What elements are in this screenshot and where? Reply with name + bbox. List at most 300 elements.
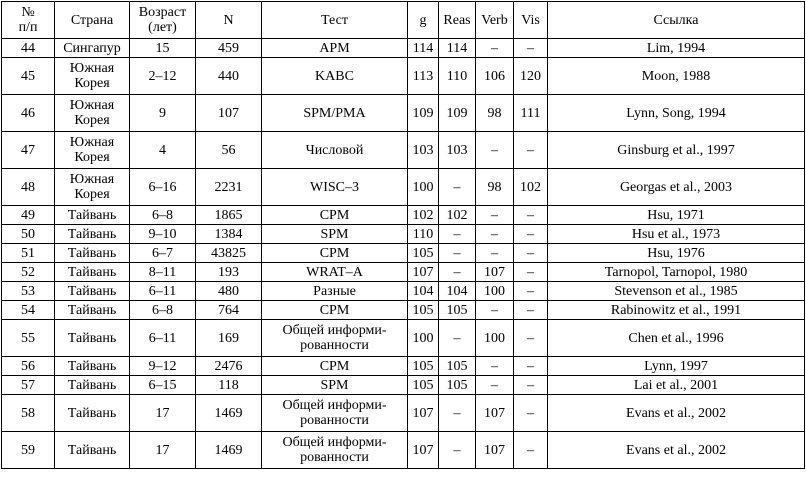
cell-age-text: 6–8 — [152, 302, 173, 318]
cell-g-text: 107 — [412, 264, 434, 280]
cell-n-text: 440 — [218, 68, 239, 84]
cell-test — [262, 58, 408, 95]
cell-reas — [439, 432, 476, 469]
cell-vis — [514, 169, 548, 206]
cell-g-text: 100 — [412, 330, 434, 346]
cell-vis — [514, 132, 548, 169]
cell-n — [196, 357, 262, 376]
cell-num-text: 50 — [21, 226, 35, 242]
cell-ref — [548, 320, 805, 357]
cell-country — [55, 225, 130, 244]
cell-reas — [439, 39, 476, 58]
cell-reas-text: 105 — [446, 358, 468, 374]
cell-reas — [439, 206, 476, 225]
cell-reas — [439, 395, 476, 432]
cell-test-text: SPM — [320, 226, 349, 242]
cell-test — [262, 282, 408, 301]
cell-country-text: Южная Корея — [69, 61, 115, 91]
cell-num — [2, 225, 55, 244]
cell-test-text: WISC–3 — [310, 179, 359, 195]
cell-ref-text: Lai et al., 2001 — [633, 377, 719, 393]
cell-reas-text: 105 — [446, 377, 468, 393]
cell-ref — [548, 169, 805, 206]
cell-n — [196, 95, 262, 132]
cell-g-text: 103 — [412, 142, 434, 158]
cell-country-text: Сингапур — [63, 40, 121, 56]
cell-reas — [439, 225, 476, 244]
cell-vis — [514, 357, 548, 376]
cell-ref-text: Ginsburg et al., 1997 — [617, 142, 735, 158]
cell-test-text: Числовой — [305, 142, 364, 158]
cell-n-text: 1469 — [214, 442, 243, 458]
cell-num — [2, 357, 55, 376]
cell-test-text: SPM — [320, 377, 349, 393]
cell-test — [262, 225, 408, 244]
cell-g — [408, 395, 439, 432]
cell-g-text: 102 — [412, 207, 434, 223]
cell-ref — [548, 58, 805, 95]
cell-test — [262, 263, 408, 282]
cell-g — [408, 282, 439, 301]
cell-verb — [476, 301, 514, 320]
cell-verb — [476, 320, 514, 357]
cell-country — [55, 301, 130, 320]
cell-n — [196, 58, 262, 95]
cell-verb-text: 106 — [484, 68, 505, 84]
cell-g-text: 105 — [412, 377, 434, 393]
cell-n — [196, 169, 262, 206]
cell-n-text: 56 — [221, 142, 236, 158]
cell-country-text: Тайвань — [67, 207, 117, 223]
cell-ref — [548, 432, 805, 469]
header-test: Тест — [262, 2, 408, 39]
cell-verb-text: 98 — [487, 105, 502, 121]
cell-vis — [514, 225, 548, 244]
cell-g-text: 107 — [412, 442, 434, 458]
cell-g — [408, 169, 439, 206]
cell-n-text: 1469 — [214, 405, 243, 421]
cell-reas-text: – — [453, 264, 461, 280]
table-body — [2, 39, 805, 469]
cell-num-text: 53 — [21, 283, 35, 299]
cell-age — [130, 132, 196, 169]
cell-num — [2, 39, 55, 58]
cell-verb — [476, 244, 514, 263]
cell-reas — [439, 95, 476, 132]
cell-country-text: Тайвань — [67, 330, 117, 346]
cell-ref-text: Stevenson et al., 1985 — [614, 283, 738, 299]
cell-test — [262, 320, 408, 357]
cell-country-text: Тайвань — [67, 405, 117, 421]
cell-ref-text: Hsu, 1976 — [647, 245, 705, 261]
cell-num-text: 57 — [21, 377, 35, 393]
table-row — [2, 263, 805, 282]
cell-age — [130, 263, 196, 282]
cell-test-text: CPM — [319, 245, 350, 261]
cell-country-text: Южная Корея — [69, 172, 115, 202]
table-row — [2, 376, 805, 395]
cell-ref — [548, 282, 805, 301]
cell-g — [408, 95, 439, 132]
cell-reas-text: – — [453, 405, 461, 421]
cell-vis — [514, 95, 548, 132]
cell-n-text: 1384 — [214, 226, 243, 242]
cell-country-text: Тайвань — [67, 358, 117, 374]
cell-verb — [476, 95, 514, 132]
cell-country — [55, 320, 130, 357]
cell-verb — [476, 432, 514, 469]
cell-vis — [514, 282, 548, 301]
cell-reas — [439, 282, 476, 301]
table-row — [2, 395, 805, 432]
cell-vis — [514, 206, 548, 225]
cell-test — [262, 169, 408, 206]
cell-vis — [514, 39, 548, 58]
cell-num — [2, 301, 55, 320]
table-row — [2, 282, 805, 301]
table-row — [2, 39, 805, 58]
cell-vis — [514, 376, 548, 395]
cell-n-text: 118 — [218, 377, 239, 393]
cell-ref-text: Evans et al., 2002 — [626, 442, 726, 458]
cell-test-text: WRAT–A — [306, 264, 363, 280]
cell-country — [55, 282, 130, 301]
header-age: Возраст (лет) — [130, 2, 196, 39]
cell-verb-text: – — [491, 142, 498, 158]
cell-g-text: 105 — [412, 245, 434, 261]
cell-n-text: 764 — [218, 302, 239, 318]
cell-age-text: 4 — [159, 142, 166, 158]
cell-n — [196, 376, 262, 395]
cell-reas-text: 103 — [446, 142, 468, 158]
cell-g — [408, 320, 439, 357]
cell-vis-text: – — [527, 207, 534, 223]
cell-reas — [439, 58, 476, 95]
cell-reas-text: 114 — [446, 40, 468, 56]
cell-ref — [548, 376, 805, 395]
table-row — [2, 58, 805, 95]
table-row — [2, 432, 805, 469]
cell-num — [2, 432, 55, 469]
cell-n — [196, 282, 262, 301]
cell-country — [55, 357, 130, 376]
cell-age — [130, 225, 196, 244]
cell-reas — [439, 320, 476, 357]
header-row — [2, 2, 805, 39]
cell-reas — [439, 357, 476, 376]
cell-country-text: Тайвань — [67, 245, 117, 261]
cell-country-text: Тайвань — [67, 377, 117, 393]
cell-ref-text: Hsu, 1971 — [647, 207, 705, 223]
cell-age-text: 6–11 — [148, 330, 177, 346]
cell-num-text: 44 — [21, 40, 35, 56]
cell-num — [2, 169, 55, 206]
cell-vis-text: – — [527, 330, 534, 346]
cell-num — [2, 263, 55, 282]
cell-country — [55, 169, 130, 206]
cell-country-text: Тайвань — [67, 442, 117, 458]
cell-reas-text: – — [453, 442, 461, 458]
cell-reas — [439, 263, 476, 282]
cell-g — [408, 58, 439, 95]
cell-verb-text: 107 — [484, 264, 505, 280]
cell-verb — [476, 58, 514, 95]
cell-verb-text: – — [491, 377, 498, 393]
cell-test-text: CPM — [319, 207, 350, 223]
cell-g-text: 107 — [412, 405, 434, 421]
cell-verb — [476, 282, 514, 301]
cell-g — [408, 357, 439, 376]
cell-n — [196, 301, 262, 320]
cell-num — [2, 132, 55, 169]
cell-n-text: 459 — [218, 40, 239, 56]
cell-g-text: 113 — [412, 68, 434, 84]
cell-test — [262, 395, 408, 432]
cell-ref — [548, 263, 805, 282]
cell-g — [408, 301, 439, 320]
cell-test-text: SPM/PMA — [303, 105, 366, 121]
cell-num-text: 48 — [21, 179, 35, 195]
cell-reas-text: – — [453, 226, 461, 242]
cell-ref-text: Georgas et al., 2003 — [619, 179, 733, 195]
cell-n-text: 169 — [218, 330, 239, 346]
cell-age — [130, 244, 196, 263]
cell-age — [130, 282, 196, 301]
cell-ref-text: Evans et al., 2002 — [626, 405, 726, 421]
cell-vis — [514, 432, 548, 469]
cell-verb — [476, 395, 514, 432]
cell-age-text: 6–7 — [152, 245, 173, 261]
cell-age-text: 6–16 — [148, 179, 177, 195]
cell-verb-text: 98 — [487, 179, 502, 195]
header-ref: Ссылка — [548, 2, 805, 39]
table-row — [2, 244, 805, 263]
cell-country — [55, 95, 130, 132]
cell-g-text: 105 — [412, 302, 434, 318]
cell-age-text: 6–11 — [148, 283, 177, 299]
cell-vis — [514, 244, 548, 263]
cell-reas-text: 110 — [446, 68, 468, 84]
cell-verb-text: 100 — [484, 330, 505, 346]
cell-reas-text: 102 — [446, 207, 468, 223]
cell-num — [2, 95, 55, 132]
cell-num — [2, 282, 55, 301]
cell-reas — [439, 169, 476, 206]
cell-g — [408, 376, 439, 395]
cell-vis — [514, 263, 548, 282]
cell-age — [130, 39, 196, 58]
cell-verb-text: – — [491, 245, 498, 261]
cell-test-text: Общей информи-рованности — [282, 398, 387, 428]
cell-age — [130, 376, 196, 395]
cell-ref — [548, 395, 805, 432]
cell-num-text: 54 — [21, 302, 35, 318]
cell-n — [196, 320, 262, 357]
cell-test — [262, 132, 408, 169]
cell-verb-text: 107 — [484, 405, 505, 421]
cell-age — [130, 95, 196, 132]
cell-country-text: Южная Корея — [69, 98, 115, 128]
cell-ref — [548, 357, 805, 376]
cell-ref — [548, 244, 805, 263]
cell-g — [408, 206, 439, 225]
cell-verb — [476, 263, 514, 282]
cell-reas — [439, 376, 476, 395]
cell-num — [2, 244, 55, 263]
cell-verb — [476, 376, 514, 395]
cell-country — [55, 244, 130, 263]
cell-g — [408, 432, 439, 469]
cell-n-text: 2476 — [214, 358, 243, 374]
cell-reas-text: 105 — [446, 302, 468, 318]
cell-verb — [476, 357, 514, 376]
cell-num — [2, 58, 55, 95]
header-g: g — [408, 2, 439, 39]
cell-age — [130, 432, 196, 469]
cell-vis-text: 102 — [520, 179, 541, 195]
cell-g — [408, 225, 439, 244]
cell-verb-text: – — [491, 358, 498, 374]
table-row — [2, 206, 805, 225]
cell-test — [262, 432, 408, 469]
cell-age — [130, 58, 196, 95]
cell-n-text: 43825 — [211, 245, 246, 261]
header-reas: Reas — [439, 2, 476, 39]
cell-age — [130, 169, 196, 206]
cell-num-text: 49 — [21, 207, 35, 223]
cell-verb-text: 100 — [484, 283, 505, 299]
cell-age — [130, 357, 196, 376]
cell-n — [196, 395, 262, 432]
cell-ref — [548, 95, 805, 132]
cell-country — [55, 206, 130, 225]
cell-verb-text: – — [491, 302, 498, 318]
cell-g — [408, 244, 439, 263]
cell-ref-text: Lynn, 1997 — [644, 358, 708, 374]
cell-num-text: 55 — [21, 330, 35, 346]
cell-verb-text: 107 — [484, 442, 505, 458]
cell-g — [408, 39, 439, 58]
table-row — [2, 169, 805, 206]
cell-age-text: 6–15 — [148, 377, 177, 393]
cell-ref-text: Tarnopol, Tarnopol, 1980 — [604, 264, 748, 280]
cell-vis-text: – — [527, 283, 534, 299]
cell-country — [55, 58, 130, 95]
cell-country — [55, 432, 130, 469]
cell-age-text: 17 — [155, 442, 170, 458]
cell-reas-text: 104 — [446, 283, 468, 299]
cell-g-text: 104 — [412, 283, 434, 299]
cell-age-text: 2–12 — [148, 68, 177, 84]
cell-test — [262, 206, 408, 225]
cell-reas-text: 109 — [446, 105, 468, 121]
cell-country — [55, 39, 130, 58]
cell-verb-text: – — [491, 207, 498, 223]
cell-n — [196, 244, 262, 263]
cell-vis-text: – — [527, 302, 534, 318]
cell-n — [196, 432, 262, 469]
cell-num-text: 58 — [21, 405, 35, 421]
cell-num — [2, 206, 55, 225]
cell-vis-text: 120 — [520, 68, 541, 84]
cell-g-text: 114 — [412, 40, 434, 56]
cell-country — [55, 263, 130, 282]
cell-country — [55, 376, 130, 395]
cell-ref-text: Hsu et al., 1973 — [631, 226, 721, 242]
cell-verb — [476, 132, 514, 169]
cell-vis-text: – — [527, 264, 534, 280]
header-num: № п/п — [2, 2, 55, 39]
cell-vis-text: – — [527, 358, 534, 374]
cell-num-text: 46 — [21, 105, 35, 121]
cell-n — [196, 263, 262, 282]
table-row — [2, 301, 805, 320]
cell-ref — [548, 206, 805, 225]
cell-verb — [476, 225, 514, 244]
cell-ref-text: Moon, 1988 — [641, 68, 711, 84]
cell-vis-text: – — [527, 226, 534, 242]
table-row — [2, 225, 805, 244]
cell-vis-text: 111 — [520, 105, 541, 121]
cell-test-text: Разные — [313, 283, 356, 299]
header-vis: Vis — [514, 2, 548, 39]
cell-country-text: Тайвань — [67, 264, 117, 280]
cell-reas-text: – — [453, 179, 461, 195]
cell-age-text: 9 — [159, 105, 166, 121]
cell-test-text: CPM — [319, 302, 350, 318]
cell-test-text: CPM — [319, 358, 350, 374]
cell-ref-text: Chen et al., 1996 — [628, 330, 724, 346]
cell-n-text: 480 — [218, 283, 239, 299]
cell-ref — [548, 132, 805, 169]
cell-test — [262, 376, 408, 395]
cell-num — [2, 376, 55, 395]
cell-test — [262, 39, 408, 58]
cell-g — [408, 263, 439, 282]
table-row — [2, 95, 805, 132]
cell-country-text: Тайвань — [67, 226, 117, 242]
header-n: N — [196, 2, 262, 39]
cell-g-text: 110 — [412, 226, 434, 242]
cell-age-text: 8–11 — [148, 264, 177, 280]
cell-n — [196, 132, 262, 169]
cell-num-text: 45 — [21, 68, 35, 84]
cell-n-text: 193 — [218, 264, 239, 280]
cell-vis-text: – — [527, 377, 534, 393]
cell-age-text: 6–8 — [152, 207, 173, 223]
cell-age-text: 15 — [155, 40, 170, 56]
cell-country-text: Тайвань — [67, 283, 117, 299]
cell-ref-text: Lim, 1994 — [646, 40, 706, 56]
cell-test-text: APM — [319, 40, 350, 56]
cell-verb — [476, 206, 514, 225]
cell-country-text: Тайвань — [67, 302, 117, 318]
cell-ref — [548, 225, 805, 244]
cell-age — [130, 395, 196, 432]
cell-n-text: 2231 — [214, 179, 243, 195]
cell-ref-text: Lynn, Song, 1994 — [626, 105, 726, 121]
header-verb: Verb — [476, 2, 514, 39]
cell-test-text: Общей информи-рованности — [282, 323, 387, 353]
cell-reas-text: – — [453, 245, 461, 261]
cell-reas-text: – — [453, 330, 461, 346]
cell-age-text: 9–12 — [148, 358, 177, 374]
cell-age — [130, 301, 196, 320]
cell-g-text: 100 — [412, 179, 434, 195]
data-table — [1, 1, 805, 469]
cell-vis — [514, 58, 548, 95]
cell-vis-text: – — [527, 405, 534, 421]
